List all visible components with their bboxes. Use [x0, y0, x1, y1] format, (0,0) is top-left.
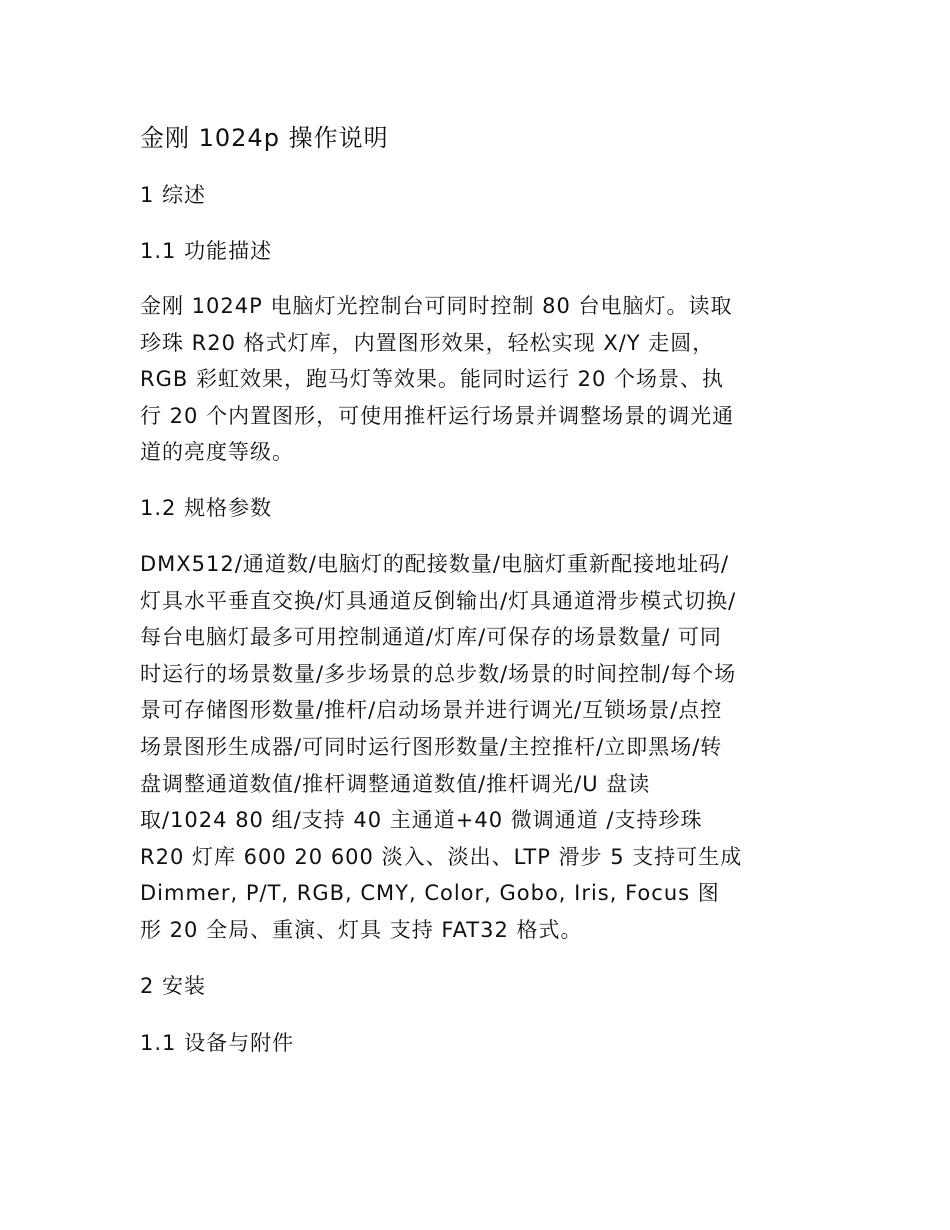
- section-heading-overview: 1 综述: [140, 183, 207, 207]
- paragraph-line: 场景图形生成器/可同时运行图形数量/主控推杆/立即黑场/转: [140, 734, 723, 759]
- paragraph-line: RGB 彩虹效果，跑马灯等效果。能同时运行 20 个场景、执: [140, 367, 725, 392]
- function-description-paragraph: [140, 288, 812, 471]
- paragraph-line: 每台电脑灯最多可用控制通道/灯库/可保存的场景数量/ 可同: [140, 625, 722, 650]
- document-title: 金刚 1024p 操作说明: [140, 124, 389, 152]
- subsection-heading-specs: 1.2 规格参数: [140, 496, 273, 520]
- section-heading-installation: 2 安装: [140, 974, 207, 998]
- paragraph-line: 行 20 个内置图形，可使用推杆运行场景并调整场景的调光通: [140, 403, 735, 428]
- specs-paragraph: [140, 546, 812, 949]
- subsection-heading-function: 1.1 功能描述: [140, 239, 273, 263]
- paragraph-line: DMX512/通道数/电脑灯的配接数量/电脑灯重新配接地址码/: [140, 552, 730, 576]
- paragraph-line: R20 灯库 600 20 600 淡入、淡出、LTP 滑步 5 支持可生成: [140, 844, 743, 869]
- paragraph-line: Dimmer, P/T, RGB, CMY, Color, Gobo, Iris, Focus 图: [140, 881, 720, 906]
- paragraph-line: 金刚 1024P 电脑灯光控制台可同时控制 80 台电脑灯。读取: [140, 294, 733, 318]
- paragraph-line: 时运行的场景数量/多步场景的总步数/场景的时间控制/每个场: [140, 661, 737, 686]
- paragraph-line: 盘调整通道数值/推杆调整通道数值/推杆调光/U 盘读: [140, 771, 651, 796]
- subsection-heading-equipment: 1.1 设备与附件: [140, 1031, 295, 1055]
- paragraph-line: 道的亮度等级。: [140, 440, 294, 465]
- paragraph-line: 景可存储图形数量/推杆/启动场景并进行调光/互锁场景/点控: [140, 698, 723, 723]
- paragraph-line: 灯具水平垂直交换/灯具通道反倒输出/灯具通道滑步模式切换/: [140, 588, 737, 613]
- paragraph-line: 取/1024 80 组/支持 40 主通道+40 微调通道 /支持珍珠: [140, 808, 703, 833]
- paragraph-line: 珍珠 R20 格式灯库，内置图形效果，轻松实现 X/Y 走圆，: [140, 330, 715, 355]
- paragraph-line: 形 20 全局、重演、灯具 支持 FAT32 格式。: [140, 917, 583, 942]
